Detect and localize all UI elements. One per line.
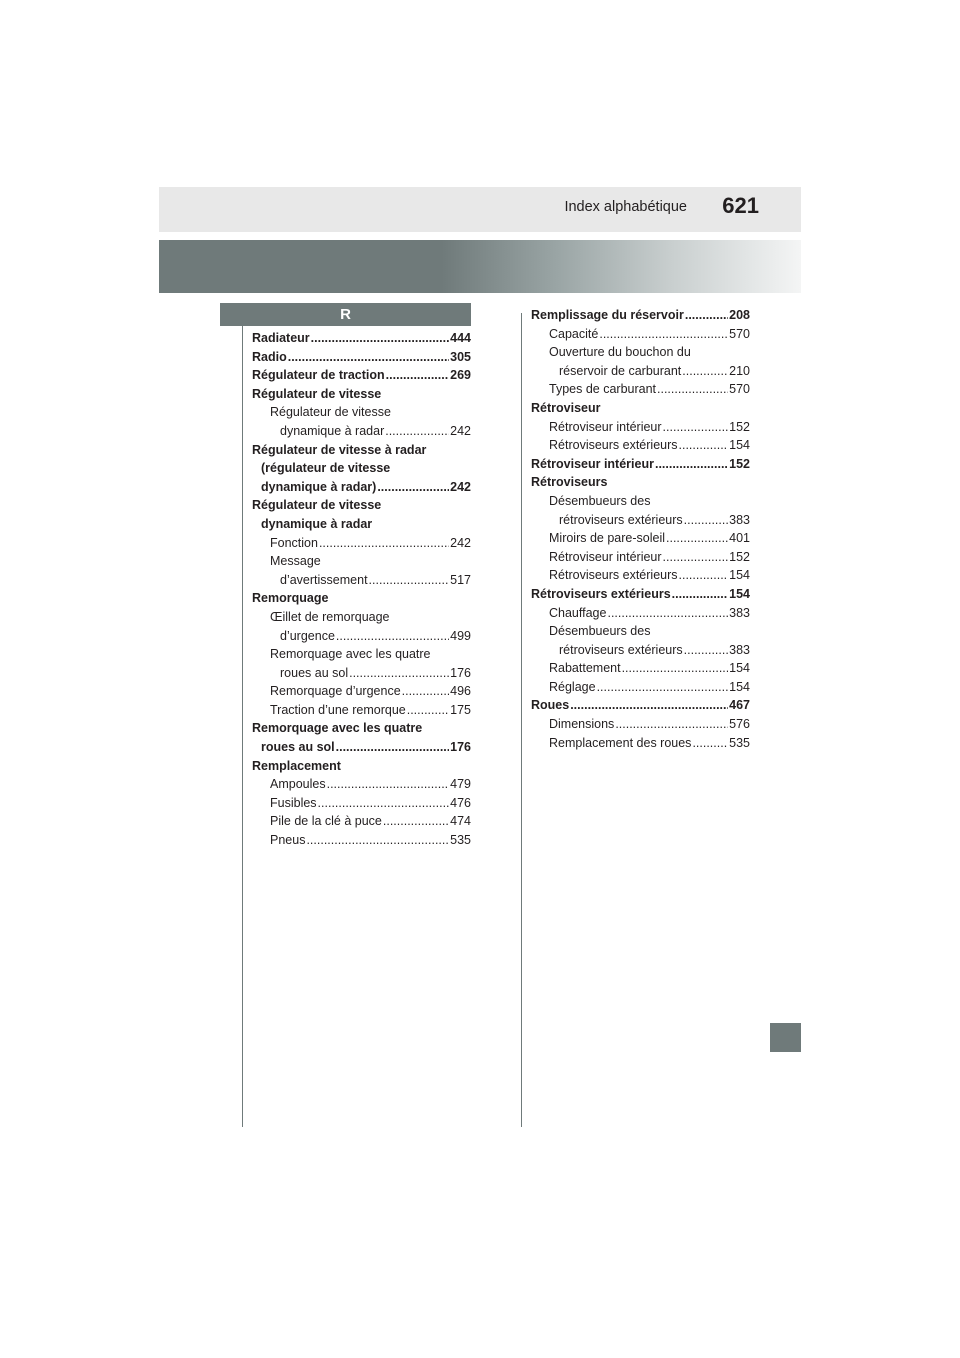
dot-leader [318,794,450,813]
index-entry [252,664,471,683]
dot-leader [369,571,450,590]
index-entry-label: Rétroviseur intérieur [531,456,654,471]
index-entry-label: Régulateur de vitesse à radar [252,442,427,457]
index-entry [252,701,471,720]
index-entry [252,738,471,757]
index-entry [531,529,750,548]
index-entry-label: rétroviseurs extérieurs [559,512,683,527]
dot-leader [306,831,449,850]
index-column-left [252,329,471,850]
index-entry [252,719,471,738]
index-entry [252,627,471,646]
dot-leader [597,678,729,697]
index-entry [531,343,750,362]
index-entry-label: Radio [252,349,287,364]
column-divider-left [242,313,243,1127]
index-entry [252,496,471,515]
index-entry-label: Œillet de remorquage [270,609,390,624]
header-title: Index alphabétique [564,199,687,215]
dot-leader [692,734,728,753]
index-entry [531,418,750,437]
index-entry-label: Pile de la clé à puce [270,814,382,829]
index-entry [252,589,471,608]
index-entry [531,678,750,697]
dot-leader [685,306,728,325]
index-entry [252,366,471,385]
index-entry-label: Remorquage [252,591,329,606]
index-entry-page: 154 [729,568,750,583]
dot-leader [615,715,728,734]
index-entry [252,571,471,590]
index-entry-page: 467 [729,698,750,713]
index-entry [531,585,750,604]
section-tab [770,1023,801,1052]
index-entry [252,348,471,367]
index-entry [252,515,471,534]
index-entry-page: 401 [729,531,750,546]
index-entry-label: Radiateur [252,331,310,345]
index-entry [252,441,471,460]
index-entry [252,794,471,813]
index-entry-label: Roues [531,698,570,713]
index-entry-label: Régulateur de vitesse [252,386,382,401]
index-entry [531,492,750,511]
index-entry-page: 242 [450,423,471,438]
index-entry-page: 269 [450,368,471,383]
index-entry-page: 210 [729,363,750,378]
index-entry-page: 154 [729,661,750,676]
dot-leader [319,534,449,553]
index-entry-label: d’urgence [280,628,335,643]
index-entry-label: Rétroviseurs extérieurs [549,568,678,583]
index-entry [252,534,471,553]
index-entry-label: dynamique à radar [280,423,385,438]
decorative-band [159,240,801,293]
index-entry [252,385,471,404]
section-letter: R [220,303,471,326]
dot-leader [377,478,449,497]
index-entry-page: 476 [450,795,471,810]
dot-leader [385,422,449,441]
dot-leader [684,511,728,530]
index-entry [531,325,750,344]
index-entry-page: 535 [729,735,750,750]
dot-leader [622,659,729,678]
index-entry-page: 535 [450,833,471,848]
index-entry [531,715,750,734]
index-entry-page: 305 [450,349,471,364]
index-entry [531,455,750,474]
index-entry-label: rétroviseurs extérieurs [559,642,683,657]
dot-leader [663,548,729,567]
index-entry-page: 570 [729,326,750,341]
index-entry-page: 570 [729,382,750,397]
index-entry-label: Pneus [270,833,306,848]
page-header [159,187,801,232]
index-entry-label: Réglage [549,679,596,694]
dot-leader [336,627,449,646]
dot-leader [570,696,728,715]
index-entry-label: Remorquage avec les quatre [252,721,423,736]
index-entry-page: 496 [450,684,471,699]
index-entry-page: 383 [729,512,750,527]
dot-leader [336,738,450,757]
dot-leader [607,604,728,623]
index-entry-label: Chauffage [549,605,607,620]
index-entry-label: Rétroviseurs [531,475,608,490]
index-entry-page: 383 [729,642,750,657]
index-entry-label: Rétroviseurs extérieurs [531,586,671,601]
index-entry-page: 176 [450,665,471,680]
index-entry [252,757,471,776]
index-entry-page: 444 [450,331,471,345]
index-entry [531,641,750,660]
index-entry [531,473,750,492]
index-entry-label: Rabattement [549,661,621,676]
index-entry [531,734,750,753]
index-entry [531,622,750,641]
index-entry [252,645,471,664]
index-entry [531,566,750,585]
index-entry [531,604,750,623]
index-entry [531,436,750,455]
index-entry-label: Rétroviseurs extérieurs [549,438,678,453]
index-entry-label: Régulateur de vitesse [270,405,391,420]
index-entry [252,478,471,497]
index-entry-label: Remplacement [252,758,341,773]
index-entry [252,831,471,850]
index-entry-label: Fusibles [270,795,317,810]
index-entry-label: Miroirs de pare-soleil [549,531,666,546]
index-entry [252,812,471,831]
dot-leader [402,682,450,701]
dot-leader [679,436,729,455]
dot-leader [666,529,728,548]
column-divider-right [521,313,522,1127]
index-entry-label: Régulateur de traction [252,368,385,383]
index-entry-page: 176 [450,740,471,755]
index-entry-page: 154 [729,586,750,601]
index-entry-label: Rétroviseur intérieur [549,549,662,564]
index-entry-label: Message [270,554,321,569]
dot-leader [383,812,449,831]
page-number: 621 [722,193,759,218]
index-entry-page: 154 [729,438,750,453]
index-entry-label: réservoir de carburant [559,363,682,378]
dot-leader [679,566,729,585]
index-entry-label: Ampoules [270,777,326,792]
index-entry [252,329,471,348]
dot-leader [655,455,728,474]
dot-leader [386,366,449,385]
index-entry-label: Désembueurs des [549,624,651,639]
index-entry-label: Capacité [549,326,599,341]
index-entry [252,403,471,422]
dot-leader [349,664,449,683]
index-entry-label: Traction d’une remorque [270,702,406,717]
index-entry [531,399,750,418]
index-entry-page: 152 [729,456,750,471]
index-entry-page: 576 [729,717,750,732]
index-entry [531,306,750,325]
index-entry-label: Remorquage d’urgence [270,684,401,699]
index-entry [252,459,471,478]
index-entry-label: dynamique à radar [261,516,373,531]
index-column-right [531,306,750,752]
index-entry-page: 383 [729,605,750,620]
index-entry-page: 152 [729,549,750,564]
index-entry [531,548,750,567]
index-entry-label: Types de carburant [549,382,657,397]
index-entry-page: 242 [450,535,471,550]
dot-leader [684,641,728,660]
index-entry [531,380,750,399]
index-entry [252,775,471,794]
dot-leader [657,380,728,399]
dot-leader [327,775,450,794]
index-entry-page: 152 [729,419,750,434]
index-entry [531,362,750,381]
index-entry-page: 154 [729,679,750,694]
index-entry-label: Rétroviseur [531,400,601,415]
index-entry-page: 479 [450,777,471,792]
index-entry-page: 208 [729,308,750,322]
index-entry-label: Régulateur de vitesse [252,498,382,513]
index-entry-label: dynamique à radar) [261,479,377,494]
index-entry-page: 499 [450,628,471,643]
index-entry [252,682,471,701]
dot-leader [288,348,449,367]
index-entry-label: Dimensions [549,717,615,732]
index-entry [531,659,750,678]
index-entry-label: Remplissage du réservoir [531,308,684,322]
dot-leader [672,585,728,604]
dot-leader [407,701,449,720]
index-entry-page: 517 [450,572,471,587]
index-entry [252,608,471,627]
index-entry-page: 175 [450,702,471,717]
index-entry-label: roues au sol [261,740,335,755]
dot-leader [599,325,728,344]
index-entry-label: Ouverture du bouchon du [549,345,691,360]
index-entry-label: d’avertissement [280,572,368,587]
index-entry [531,511,750,530]
index-entry-label: Remorquage avec les quatre [270,647,431,662]
index-entry-label: roues au sol [280,665,349,680]
index-entry-label: Fonction [270,535,318,550]
dot-leader [311,329,449,348]
index-entry-label: (régulateur de vitesse [261,461,391,476]
index-entry-label: Rétroviseur intérieur [549,419,662,434]
index-entry-label: Remplacement des roues [549,735,692,750]
index-entry [252,552,471,571]
index-entry-page: 474 [450,814,471,829]
index-entry-label: Désembueurs des [549,493,651,508]
index-entry-page: 242 [450,479,471,494]
index-entry [531,696,750,715]
dot-leader [663,418,729,437]
dot-leader [682,362,728,381]
index-entry [252,422,471,441]
